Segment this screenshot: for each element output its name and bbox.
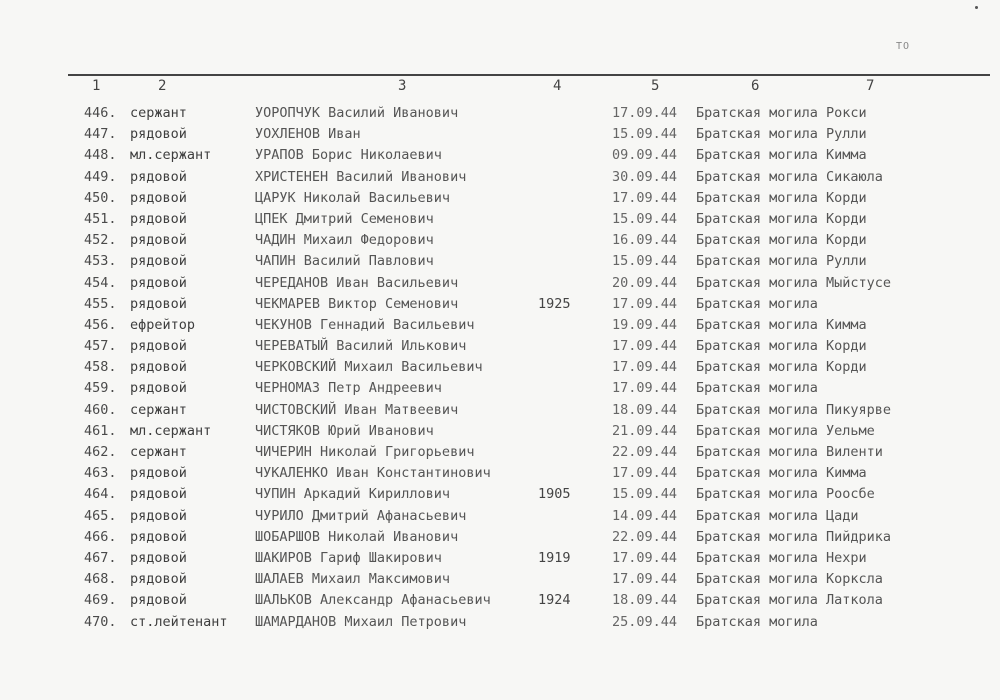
- record-rank: рядовой: [130, 507, 187, 524]
- table-row: [0, 612, 1000, 633]
- table-row: [0, 484, 1000, 505]
- record-burial-place: Братская могила Латкола: [696, 592, 883, 609]
- record-number: 455.: [84, 295, 117, 312]
- record-name: УРАПОВ Борис Николаевич: [255, 147, 442, 164]
- record-number: 451.: [84, 210, 117, 227]
- table-row: [0, 463, 1000, 484]
- record-number: 465.: [84, 507, 117, 524]
- record-name: ЧУПИН Аркадий Кириллович: [255, 486, 451, 503]
- record-burial-place: Братская могила Кимма: [696, 316, 867, 333]
- record-number: 460.: [84, 401, 117, 418]
- column-header-1: 1: [92, 78, 101, 94]
- record-number: 463.: [84, 465, 117, 482]
- record-rank: рядовой: [130, 571, 187, 588]
- record-rank: рядовой: [130, 465, 187, 482]
- record-name: ШАЛЬКОВ Александр Афанасьевич: [255, 592, 491, 609]
- record-number: 450.: [84, 189, 117, 206]
- table-row: [0, 548, 1000, 569]
- table-row: [0, 527, 1000, 548]
- record-death-date: 21.09.44: [612, 422, 678, 439]
- record-rank: рядовой: [130, 549, 187, 566]
- records-list: [0, 103, 1000, 633]
- table-row: [0, 378, 1000, 399]
- table-row: [0, 315, 1000, 336]
- record-rank: рядовой: [130, 338, 187, 355]
- record-number: 449.: [84, 168, 117, 185]
- record-rank: рядовой: [130, 189, 187, 206]
- record-rank: ефрейтор: [130, 316, 196, 333]
- record-burial-place: Братская могила Корди: [696, 338, 867, 355]
- table-row: [0, 124, 1000, 145]
- record-death-date: 17.09.44: [612, 338, 678, 355]
- record-burial-place: Братская могила Корди: [696, 210, 867, 227]
- record-number: 452.: [84, 232, 117, 249]
- record-death-date: 17.09.44: [612, 549, 678, 566]
- record-death-date: 09.09.44: [612, 147, 678, 164]
- record-name: УОРОПЧУК Василий Иванович: [255, 105, 459, 121]
- record-death-date: 17.09.44: [612, 359, 678, 376]
- record-number: 446.: [84, 105, 117, 121]
- record-name: ЧАДИН Михаил Федорович: [255, 232, 434, 249]
- record-name: ЦПЕК Дмитрий Семенович: [255, 210, 434, 227]
- header-rule: [68, 74, 990, 76]
- record-number: 458.: [84, 359, 117, 376]
- record-death-date: 17.09.44: [612, 380, 678, 397]
- record-death-date: 18.09.44: [612, 592, 678, 609]
- column-header-5: 5: [651, 78, 660, 94]
- record-burial-place: Братская могила Мыйстусе: [696, 274, 892, 291]
- column-header-4: 4: [553, 78, 562, 94]
- record-burial-place: Братская могила Кимма: [696, 465, 867, 482]
- record-number: 466.: [84, 528, 117, 545]
- record-rank: рядовой: [130, 253, 187, 270]
- record-name: ЧЕРЕДАНОВ Иван Васильевич: [255, 274, 459, 291]
- record-burial-place: Братская могила Сикаюла: [696, 168, 883, 185]
- record-death-date: 18.09.44: [612, 401, 678, 418]
- record-death-date: 30.09.44: [612, 168, 678, 185]
- record-burial-place: Братская могила Рулли: [696, 126, 867, 143]
- record-name: ШАМАРДАНОВ Михаил Петрович: [255, 613, 467, 630]
- record-name: ЧЕКМАРЕВ Виктор Семенович: [255, 295, 459, 312]
- record-death-date: 15.09.44: [612, 126, 678, 143]
- record-burial-place: Братская могила Рокси: [696, 105, 867, 121]
- record-rank: рядовой: [130, 232, 187, 249]
- column-header-7: 7: [866, 78, 875, 94]
- record-number: 448.: [84, 147, 117, 164]
- table-row: [0, 400, 1000, 421]
- table-row: [0, 442, 1000, 463]
- record-number: 462.: [84, 444, 117, 460]
- record-number: 457.: [84, 338, 117, 355]
- record-burial-place: Братская могила Виленти: [696, 444, 883, 460]
- record-burial-place: Братская могила Корди: [696, 232, 867, 249]
- record-rank: рядовой: [130, 592, 187, 609]
- record-name: ЧЕРЕВАТЫЙ Василий Илькович: [255, 338, 467, 355]
- record-rank: рядовой: [130, 210, 187, 227]
- record-death-date: 15.09.44: [612, 486, 678, 503]
- record-number: 464.: [84, 486, 117, 503]
- table-row: [0, 506, 1000, 527]
- record-name: ЧИСТОВСКИЙ Иван Матвеевич: [255, 401, 459, 418]
- record-death-date: 17.09.44: [612, 571, 678, 588]
- record-burial-place: Братская могила Корди: [696, 189, 867, 206]
- record-name: ЧЕРКОВСКИЙ Михаил Васильевич: [255, 359, 483, 376]
- record-number: 470.: [84, 613, 117, 630]
- record-burial-place: Братская могила Пикуярве: [696, 401, 892, 418]
- record-rank: рядовой: [130, 168, 187, 185]
- record-birth-year: 1905: [538, 486, 571, 503]
- record-rank: рядовой: [130, 274, 187, 291]
- record-burial-place: Братская могила Корди: [696, 359, 867, 376]
- record-death-date: 25.09.44: [612, 613, 678, 630]
- table-row: [0, 273, 1000, 294]
- record-burial-place: Братская могила Рулли: [696, 253, 867, 270]
- table-row: [0, 421, 1000, 442]
- record-burial-place: Братская могила Роосбе: [696, 486, 875, 503]
- record-name: ЧАПИН Василий Павлович: [255, 253, 434, 270]
- record-rank: сержант: [130, 105, 187, 121]
- record-rank: мл.сержант: [130, 422, 212, 439]
- record-rank: рядовой: [130, 126, 187, 143]
- table-row: [0, 294, 1000, 315]
- column-header-2: 2: [158, 78, 167, 94]
- record-number: 461.: [84, 422, 117, 439]
- record-birth-year: 1925: [538, 295, 571, 312]
- record-name: УОХЛЕНОВ Иван: [255, 126, 361, 143]
- record-number: 456.: [84, 316, 117, 333]
- record-rank: рядовой: [130, 528, 187, 545]
- record-name: ШОБАРШОВ Николай Иванович: [255, 528, 459, 545]
- record-number: 453.: [84, 253, 117, 270]
- record-number: 447.: [84, 126, 117, 143]
- record-name: ЦАРУК Николай Васильевич: [255, 189, 451, 206]
- table-row: [0, 188, 1000, 209]
- record-rank: рядовой: [130, 380, 187, 397]
- table-row: [0, 590, 1000, 611]
- record-number: 467.: [84, 549, 117, 566]
- record-name: ШАКИРОВ Гариф Шакирович: [255, 549, 442, 566]
- record-death-date: 22.09.44: [612, 528, 678, 545]
- record-name: ЧЕРНОМАЗ Петр Андреевич: [255, 380, 442, 397]
- record-rank: мл.сержант: [130, 147, 212, 164]
- record-death-date: 15.09.44: [612, 253, 678, 270]
- record-burial-place: Братская могила: [696, 295, 818, 312]
- record-death-date: 16.09.44: [612, 232, 678, 249]
- page-number: ТО: [896, 41, 911, 52]
- table-row: [0, 209, 1000, 230]
- record-number: 459.: [84, 380, 117, 397]
- record-name: ХРИСТЕНЕН Василий Иванович: [255, 168, 467, 185]
- record-death-date: 17.09.44: [612, 295, 678, 312]
- column-header-3: 3: [398, 78, 407, 94]
- table-row: [0, 145, 1000, 166]
- record-rank: ст.лейтенант: [130, 613, 228, 630]
- record-name: ЧУРИЛО Дмитрий Афанасьевич: [255, 507, 467, 524]
- record-death-date: 19.09.44: [612, 316, 678, 333]
- record-rank: рядовой: [130, 486, 187, 503]
- record-birth-year: 1924: [538, 592, 571, 609]
- record-death-date: 20.09.44: [612, 274, 678, 291]
- record-birth-year: 1919: [538, 549, 571, 566]
- table-row: [0, 103, 1000, 124]
- record-burial-place: Братская могила Кимма: [696, 147, 867, 164]
- record-burial-place: Братская могила Нехри: [696, 549, 867, 566]
- record-death-date: 17.09.44: [612, 465, 678, 482]
- table-row: [0, 336, 1000, 357]
- record-burial-place: Братская могила: [696, 613, 818, 630]
- record-rank: рядовой: [130, 359, 187, 376]
- record-rank: сержант: [130, 444, 187, 460]
- record-death-date: 17.09.44: [612, 189, 678, 206]
- ink-mark: [975, 6, 978, 9]
- record-number: 468.: [84, 571, 117, 588]
- record-name: ЧЕКУНОВ Геннадий Васильевич: [255, 316, 475, 333]
- record-death-date: 14.09.44: [612, 507, 678, 524]
- table-row: [0, 357, 1000, 378]
- record-burial-place: Братская могила: [696, 380, 818, 397]
- column-header-6: 6: [751, 78, 760, 94]
- record-death-date: 22.09.44: [612, 444, 678, 460]
- table-row: [0, 569, 1000, 590]
- record-name: ЧУКАЛЕНКО Иван Константинович: [255, 465, 491, 482]
- record-death-date: 17.09.44: [612, 105, 678, 121]
- record-burial-place: Братская могила Уельме: [696, 422, 875, 439]
- record-name: ЧИЧЕРИН Николай Григорьевич: [255, 444, 475, 460]
- record-rank: рядовой: [130, 295, 187, 312]
- table-row: [0, 251, 1000, 272]
- record-name: ШАЛАЕВ Михаил Максимович: [255, 571, 451, 588]
- record-burial-place: Братская могила Корксла: [696, 571, 883, 588]
- table-row: [0, 230, 1000, 251]
- table-row: [0, 167, 1000, 188]
- record-death-date: 15.09.44: [612, 210, 678, 227]
- record-burial-place: Братская могила Цади: [696, 507, 859, 524]
- record-number: 454.: [84, 274, 117, 291]
- record-name: ЧИСТЯКОВ Юрий Иванович: [255, 422, 434, 439]
- record-number: 469.: [84, 592, 117, 609]
- record-burial-place: Братская могила Пийдрика: [696, 528, 892, 545]
- record-rank: сержант: [130, 401, 187, 418]
